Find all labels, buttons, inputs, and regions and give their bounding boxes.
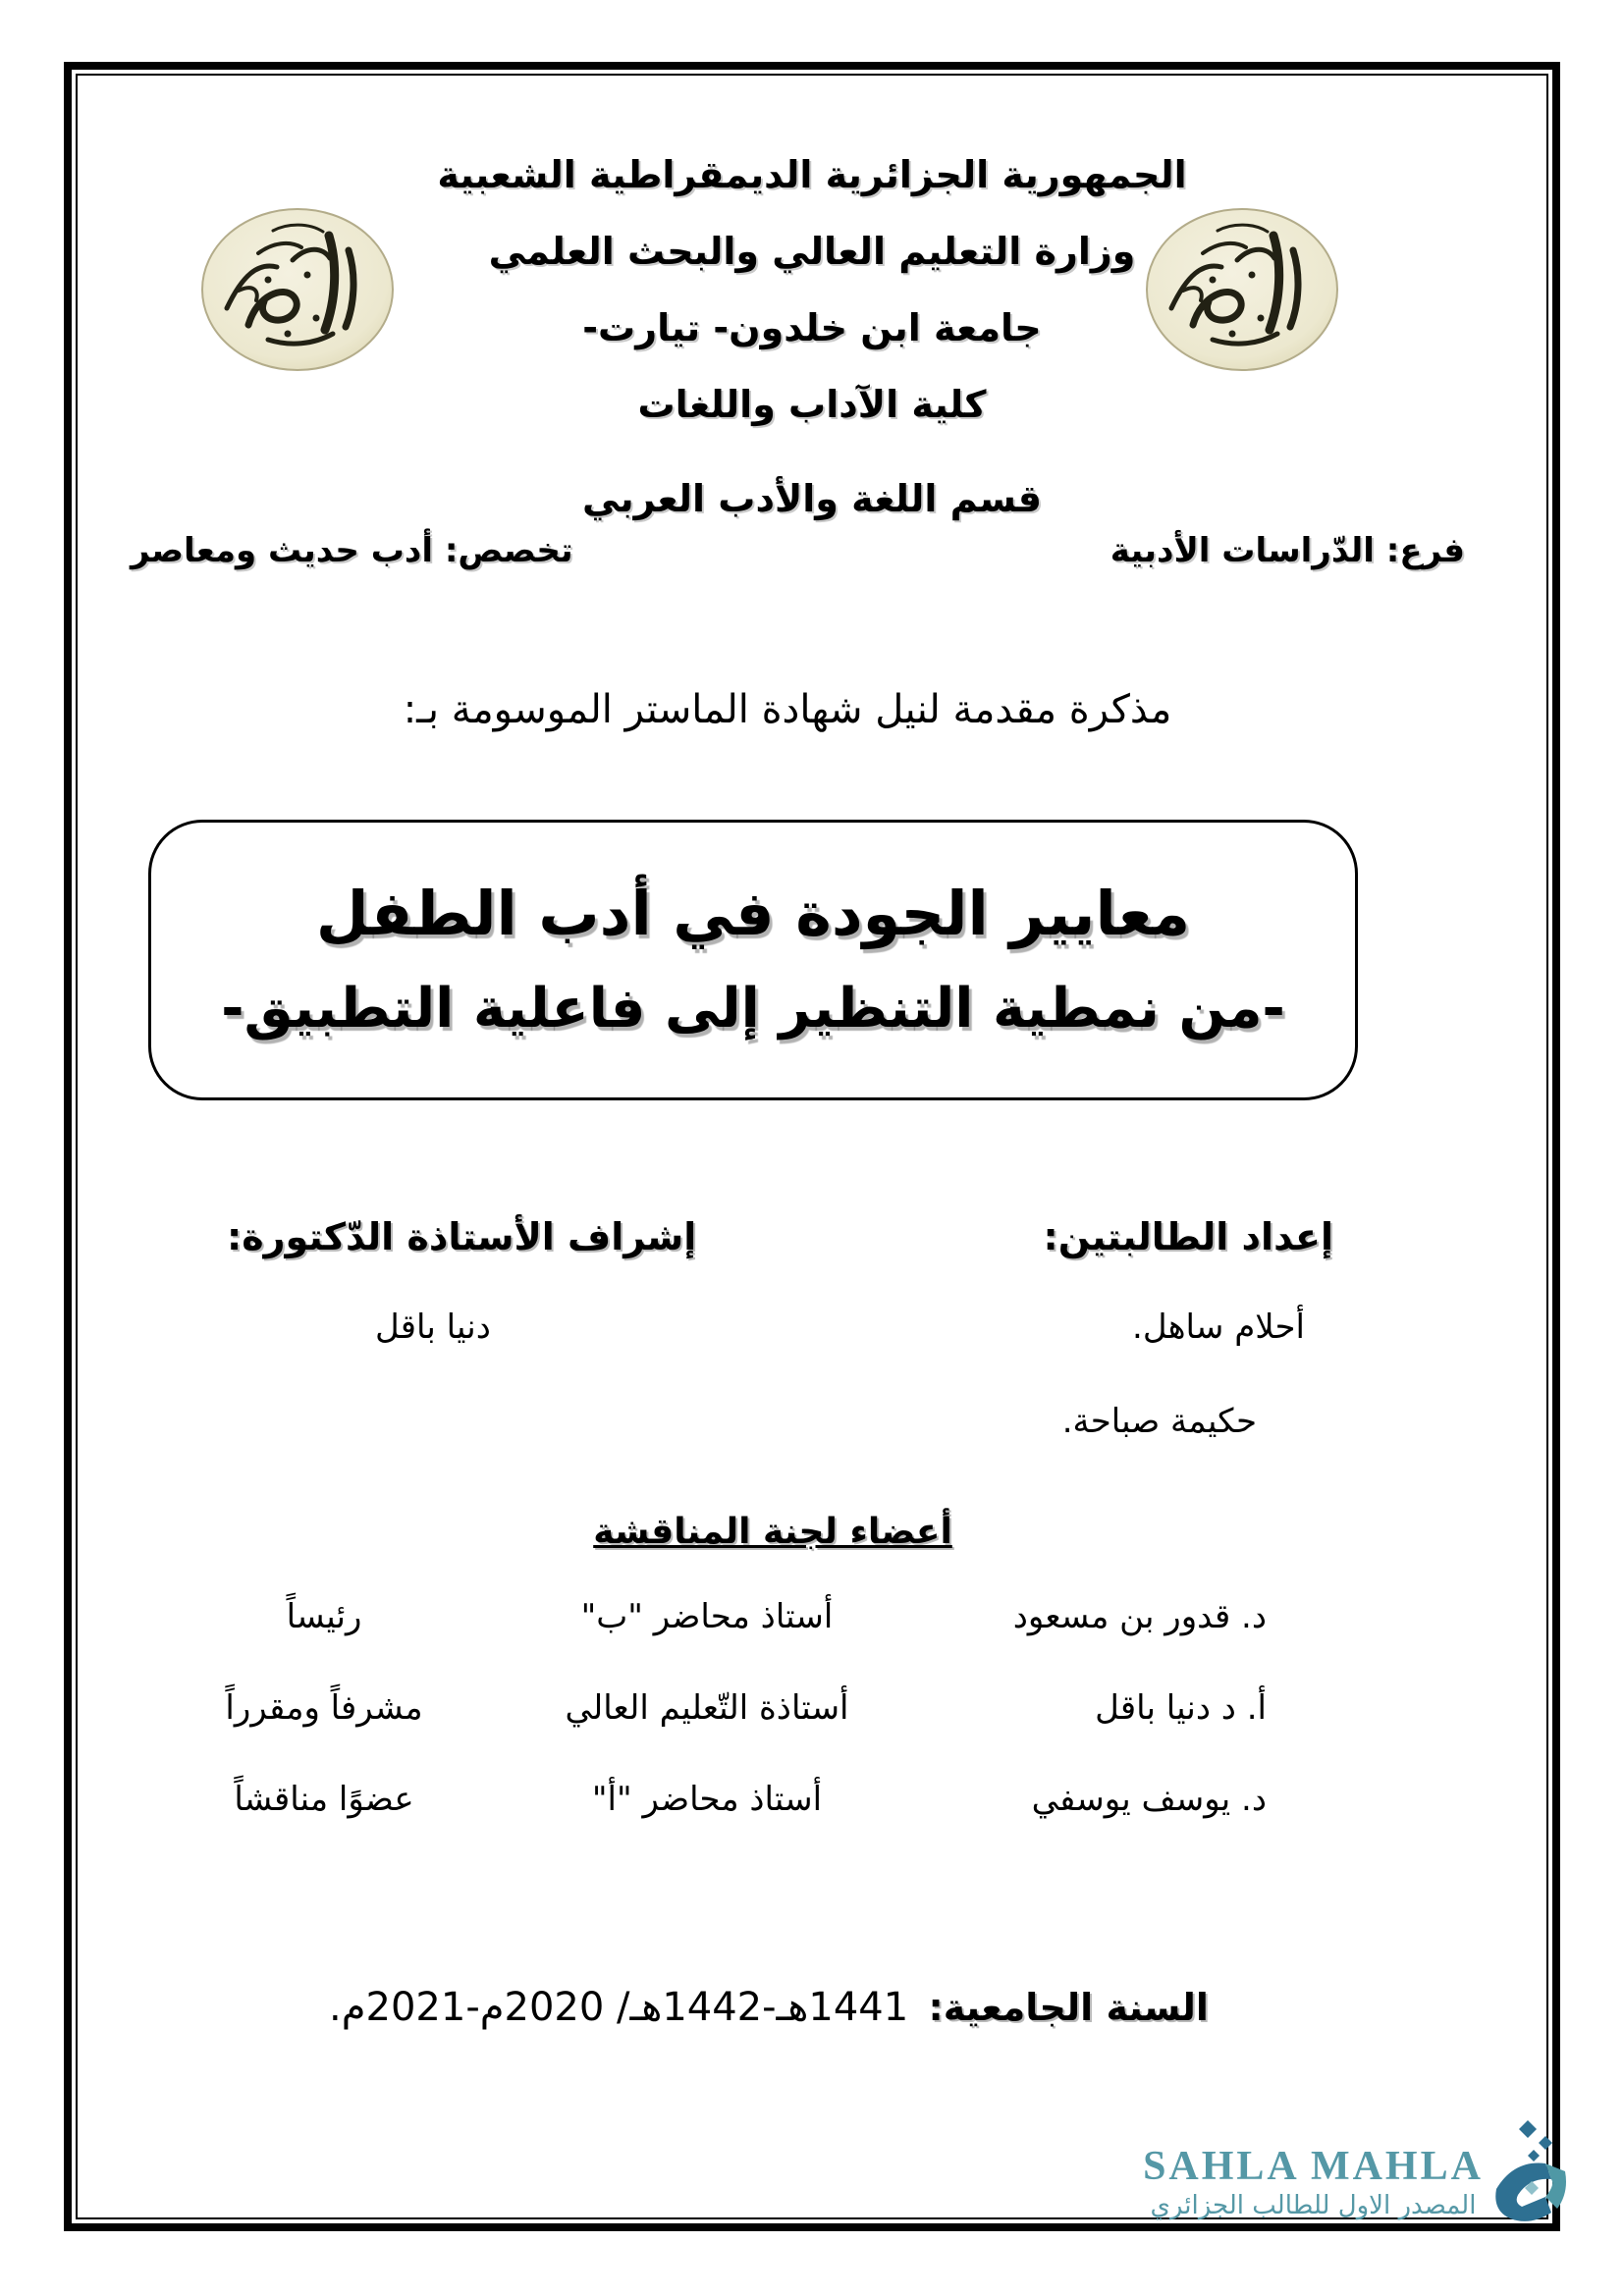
watermark	[1129, 2146, 1497, 2218]
committee-heading: أعضاء لجنة المناقشة	[593, 1512, 952, 1552]
member-rank: أستاذ محاضر "أ"	[591, 1779, 823, 1819]
academic-year-line	[0, 1985, 1538, 2030]
member-name: د. قدور بن مسعود	[1012, 1596, 1267, 1636]
branch-specialty-row	[79, 531, 1545, 570]
student-name-1: أحلام ساهل.	[1132, 1308, 1305, 1347]
supervisor-heading: إشراف الأستاذة الدّكتورة:	[227, 1215, 697, 1258]
sahla-mahla-logo-icon	[1489, 2118, 1567, 2234]
thesis-title-line1: معايير الجودة في أدب الطفل	[315, 878, 1191, 949]
university-line: جامعة ابن خلدون- تيارت-	[582, 306, 1042, 349]
member-role: رئيساً	[286, 1596, 362, 1636]
member-rank: أستاذ محاضر "ب"	[580, 1596, 834, 1636]
member-role: عضوًا مناقشاً	[234, 1779, 414, 1819]
department-line: قسم اللغة والأدب العربي	[581, 477, 1043, 520]
republic-line: الجمهورية الجزائرية الديمقراطية الشعبية	[437, 153, 1187, 196]
ministry-line: وزارة التعليم العالي والبحث العلمي	[488, 230, 1136, 273]
intro-line: مذكرة مقدمة لنيل شهادة الماستر الموسومة بـ:	[403, 687, 1172, 732]
watermark-tagline: المصدر الاول للطالب الجزائري	[1150, 2191, 1477, 2220]
specialty-label: تخصص: أدب حديث ومعاصر	[131, 531, 573, 570]
watermark-brand: SAHLA MAHLA	[1143, 2144, 1484, 2189]
member-rank: أستاذة التّعليم العالي	[565, 1687, 849, 1728]
faculty-line: كلية الآداب واللغات	[637, 383, 987, 426]
student-name-2: حكيمة صباحة.	[1061, 1402, 1257, 1441]
committee-table	[157, 1571, 1267, 1844]
member-name: د. يوسف يوسفي	[1031, 1779, 1267, 1819]
member-name: أ. د دنيا باقل	[1095, 1687, 1267, 1728]
member-role: مشرفاً ومقرراً	[225, 1687, 423, 1728]
academic-year-value: 1441هـ-1442هـ/ 2020م-2021م.	[329, 1985, 909, 2030]
supervisor-name: دنيا باقل	[375, 1308, 491, 1347]
thesis-title-line2: -من نمطية التنظير إلى فاعلية التطبيق-	[221, 977, 1285, 1041]
branch-label: فرع: الدّراسات الأدبية	[1110, 531, 1465, 570]
thesis-title-box	[148, 820, 1358, 1100]
academic-year-label: السنة الجامعية:	[928, 1986, 1209, 2029]
students-heading: إعداد الطالبتين:	[1043, 1215, 1333, 1258]
